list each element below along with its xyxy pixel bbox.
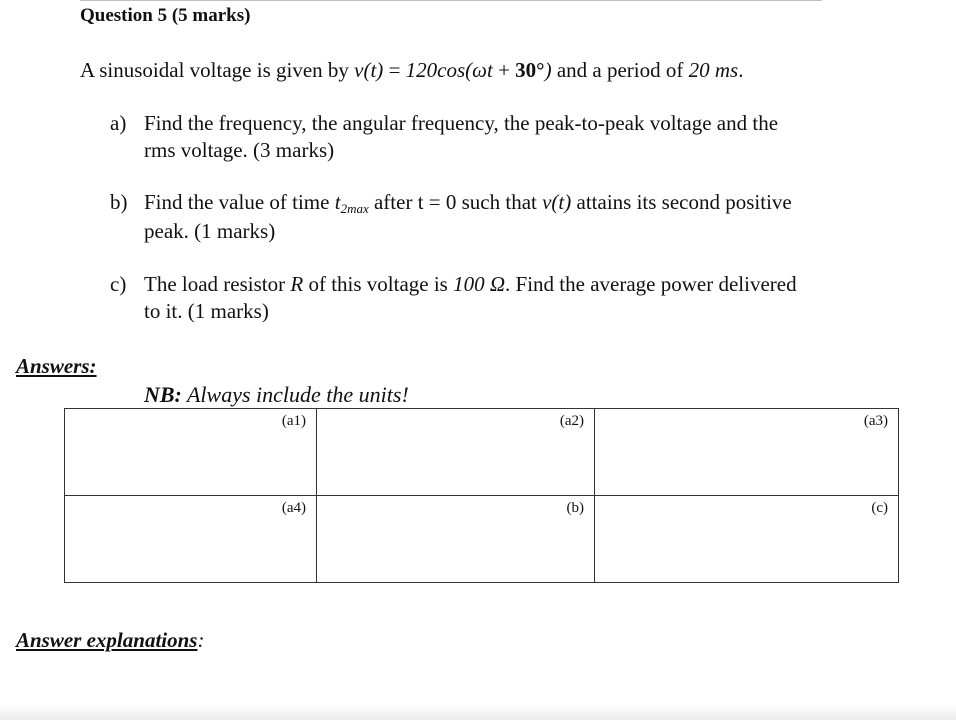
answer-cell-c[interactable]: (c) (595, 496, 899, 583)
intro-period: 20 ms (688, 58, 739, 82)
part-b-line-1 (144, 189, 880, 218)
part-a-text (144, 110, 880, 164)
intro-plus: + (492, 58, 516, 82)
part-b-text (144, 189, 880, 245)
part-c-letter: c) (110, 272, 127, 296)
answer-cell-b[interactable]: (b) (317, 496, 595, 583)
answer-row (65, 409, 899, 496)
nb-text: Always include the units! (181, 382, 409, 407)
question-intro (80, 58, 743, 83)
part-c-r-value: 100 Ω (453, 272, 506, 296)
top-rule (80, 0, 822, 1)
part-b-t-var: t (334, 190, 341, 214)
intro-angle: 30° (515, 58, 545, 82)
part-c-text (144, 271, 880, 325)
intro-text-1: A sinusoidal voltage is given by (80, 58, 355, 82)
part-c (110, 271, 880, 325)
part-b-line-2: peak. (1 marks) (144, 219, 276, 243)
part-c-r-var: R (290, 272, 304, 296)
question-title: Question 5 (5 marks) (80, 5, 251, 26)
part-c-line-2: to it. (1 marks) (144, 299, 269, 323)
part-a (110, 110, 880, 164)
part-c-line-1 (144, 271, 880, 298)
answer-cell-a4[interactable]: (a4) (65, 496, 317, 583)
part-c-text-2: of this voltage is (303, 272, 454, 296)
part-b-letter: b) (110, 190, 128, 214)
part-b-text-2: after t = 0 such that (368, 190, 543, 214)
nb-note (144, 382, 409, 408)
part-c-text-3: . Find the average power delivered (505, 272, 797, 296)
part-a-line-2: rms voltage. (3 marks) (144, 138, 335, 162)
intro-paren: ) (544, 58, 552, 82)
intro-expr-vt: v(t) (354, 58, 384, 82)
part-a-letter: a) (110, 111, 127, 135)
part-b-t-subscript: 2max (340, 201, 369, 216)
part-c-text-1: The load resistor (144, 272, 291, 296)
explanations-colon: : (197, 628, 205, 652)
answer-table (64, 408, 899, 583)
answer-cell-a1[interactable]: (a1) (65, 409, 317, 496)
answer-row (65, 496, 899, 583)
bottom-shade (0, 704, 956, 720)
answers-heading: Answers: (16, 354, 97, 378)
answer-explanations-heading (16, 628, 204, 653)
answer-cell-a3[interactable]: (a3) (595, 409, 899, 496)
intro-end: . (738, 58, 744, 82)
nb-label: NB: (144, 382, 182, 407)
answer-cell-a2[interactable]: (a2) (317, 409, 595, 496)
intro-equals: = (383, 58, 406, 82)
part-a-line-1: Find the frequency, the angular frequency, the peak-to-peak voltage and the (144, 111, 779, 135)
intro-expr-cos: 120cos(ωt (405, 58, 493, 82)
part-b-text-1: Find the value of time (144, 190, 335, 214)
part-b (110, 189, 880, 243)
intro-text-2: and a period of (551, 58, 689, 82)
part-b-text-3: attains its second positive (571, 190, 792, 214)
explanations-label: Answer explanations (16, 628, 198, 652)
part-b-vt: v(t) (542, 190, 572, 214)
